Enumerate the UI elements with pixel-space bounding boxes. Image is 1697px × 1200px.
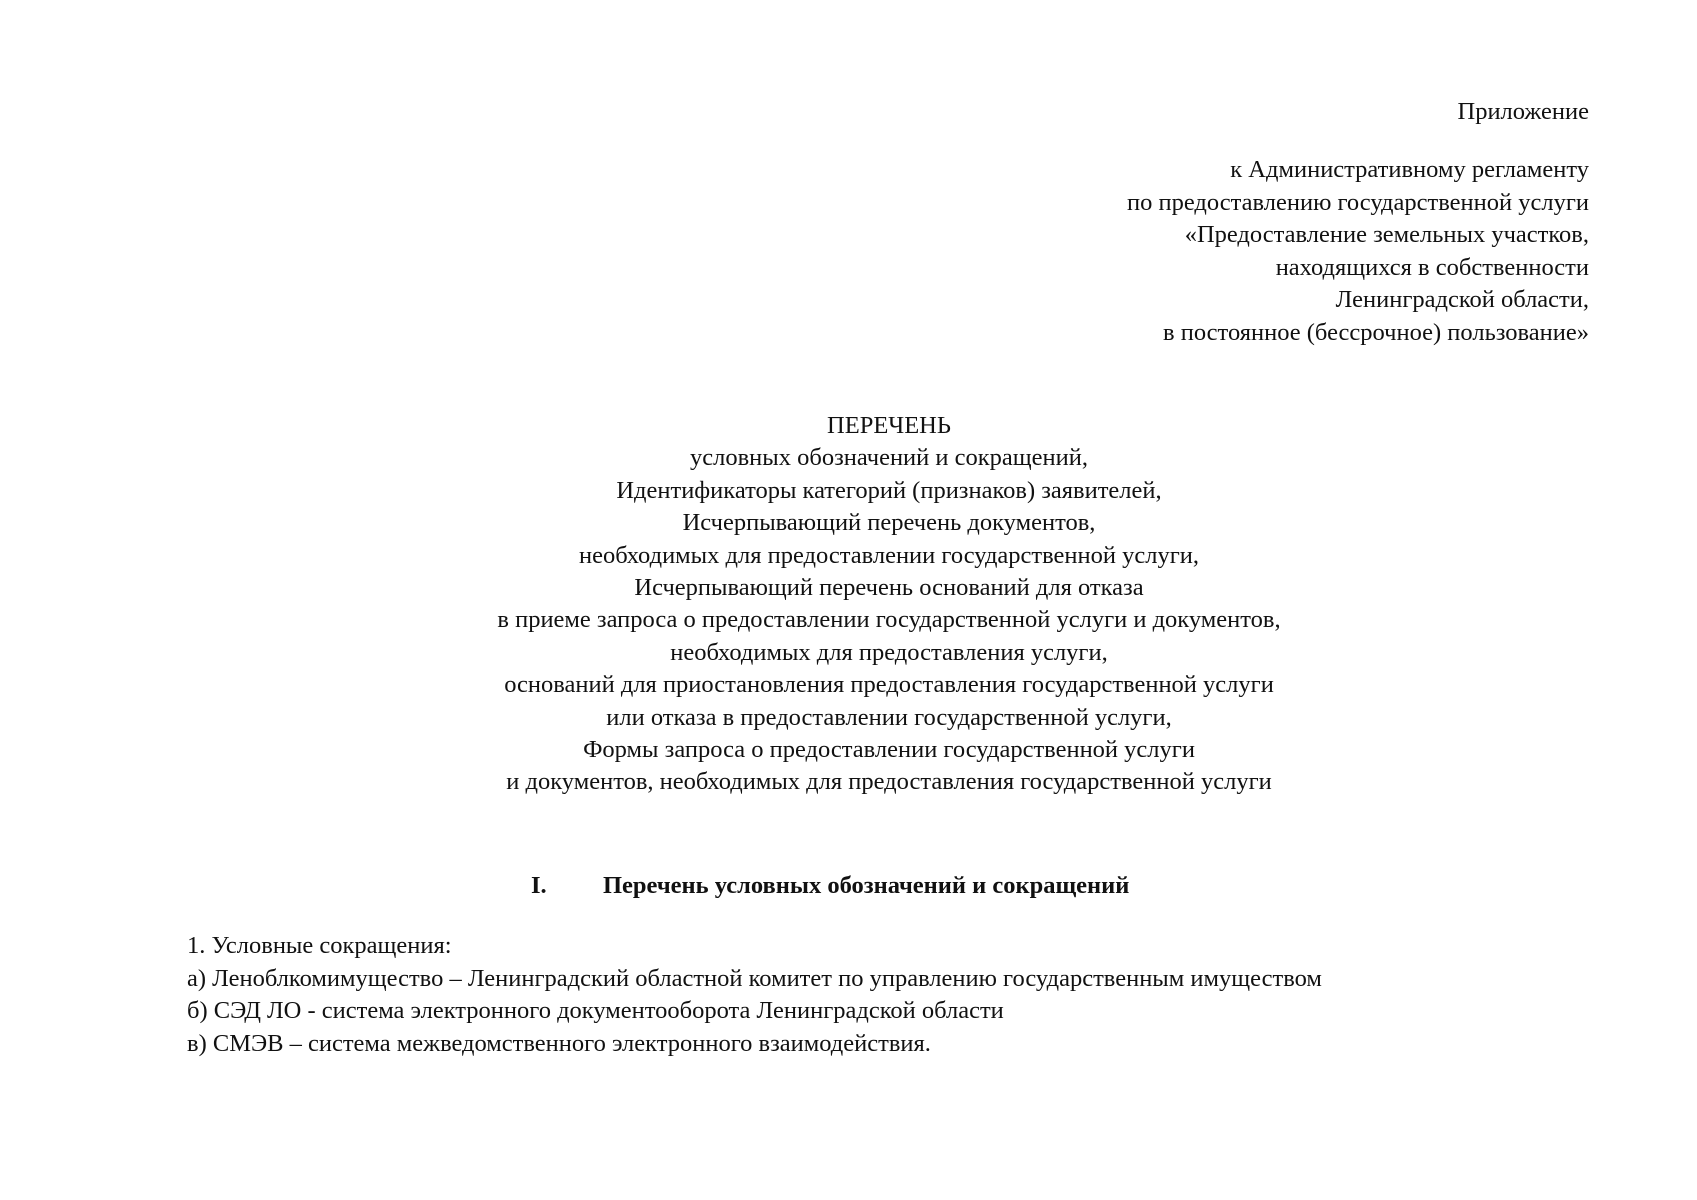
section-title: Перечень условных обозначений и сокращений [603,872,1130,899]
abbreviations-list [187,930,1322,1060]
heading-line: или отказа в предоставлении государственной услуги, [606,703,1172,731]
appendix-reference-line: к Административному регламенту [1230,156,1589,183]
appendix-reference-line: находящихся в собственности [1275,253,1589,281]
heading-title: ПЕРЕЧЕНЬ [827,412,951,439]
section-heading [531,870,1129,902]
heading-line: Исчерпывающий перечень документов, [682,509,1096,537]
appendix-reference [1127,154,1589,349]
abbreviation-item: в) СМЭВ – система межведомственного электронного взаимодействия. [187,1029,931,1057]
heading-line: Исчерпывающий перечень оснований для отказа [634,574,1144,602]
document-heading [0,410,1697,799]
appendix-title: Приложение [1457,98,1589,125]
appendix-reference-line: по предоставлению государственной услуги [1127,188,1589,216]
appendix-reference-line: в постоянное (бессрочное) пользование» [1163,318,1589,346]
heading-line: условных обозначений и сокращений, [689,444,1088,472]
abbreviation-item: б) СЭД ЛО - система электронного документооборота Ленинградской области [187,997,1004,1024]
heading-line: и документов, необходимых для предоставления государственной услуги [506,768,1272,796]
heading-line: Формы запроса о предоставлении государственной услуги [583,736,1195,764]
heading-line: Идентификаторы категорий (признаков) заявителей, [616,476,1162,504]
appendix-reference-line: «Предоставление земельных участков, [1184,221,1589,248]
heading-line: необходимых для предоставления услуги, [670,638,1108,666]
heading-line: оснований для приостановления предоставления государственной услуги [504,671,1274,699]
abbreviations-intro: 1. Условные сокращения: [187,932,452,959]
abbreviation-item: а) Леноблкомимущество – Ленинградский областной комитет по управлению государственным имуществом [187,964,1322,992]
appendix-reference-line: Ленинградской области, [1335,286,1589,313]
section-number: I. [531,872,547,899]
heading-line: в приеме запроса о предоставлении государственной услуги и документов, [497,606,1281,634]
heading-line: необходимых для предоставлении государственной услуги, [578,541,1200,569]
